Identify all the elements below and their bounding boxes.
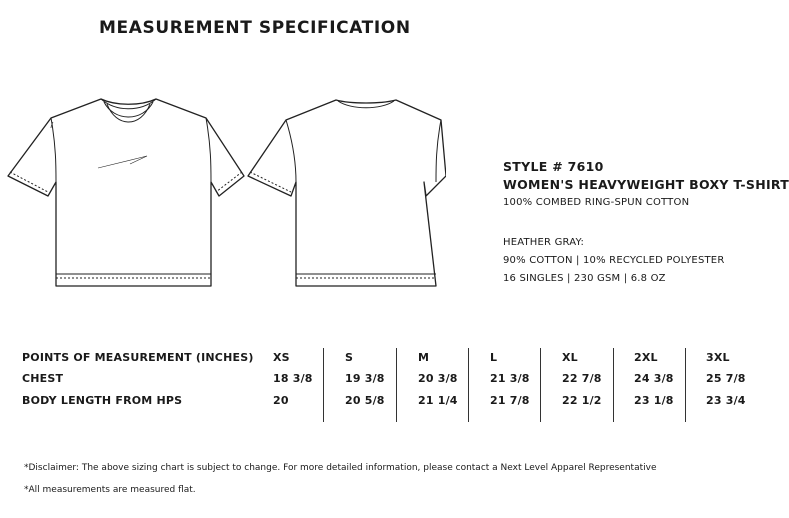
size-header-s: S	[345, 351, 354, 364]
tshirt-front-illustration	[6, 96, 246, 292]
size-header-2xl: 2XL	[634, 351, 658, 364]
column-divider	[468, 348, 469, 422]
chest-xs: 18 3/8	[273, 372, 313, 385]
column-divider	[540, 348, 541, 422]
length-2xl: 23 1/8	[634, 394, 674, 407]
fabric-content: 100% COMBED RING-SPUN COTTON	[503, 197, 690, 208]
length-xl: 22 1/2	[562, 394, 602, 407]
column-divider	[685, 348, 686, 422]
column-divider	[613, 348, 614, 422]
variant-blend: 90% COTTON | 10% RECYCLED POLYESTER	[503, 255, 725, 266]
page-title: MEASUREMENT SPECIFICATION	[99, 18, 411, 38]
length-xs: 20	[273, 394, 289, 407]
length-s: 20 5/8	[345, 394, 385, 407]
style-number: STYLE # 7610	[503, 159, 604, 174]
product-info	[503, 158, 789, 288]
chest-xl: 22 7/8	[562, 372, 602, 385]
row-label-chest: CHEST	[22, 372, 64, 385]
length-m: 21 1/4	[418, 394, 458, 407]
chest-s: 19 3/8	[345, 372, 385, 385]
column-divider	[323, 348, 324, 422]
fabric-specs: 16 SINGLES | 230 GSM | 6.8 OZ	[503, 273, 666, 284]
chest-m: 20 3/8	[418, 372, 458, 385]
size-header-3xl: 3XL	[706, 351, 730, 364]
column-divider	[396, 348, 397, 422]
size-header-xl: XL	[562, 351, 578, 364]
size-header-m: M	[418, 351, 430, 364]
disclaimer-note: *Disclaimer: The above sizing chart is subject to change. For more detailed information, please contact a Next Level Apparel Representative	[24, 463, 657, 473]
product-name: WOMEN'S HEAVYWEIGHT BOXY T-SHIRT	[503, 177, 789, 192]
chest-3xl: 25 7/8	[706, 372, 746, 385]
size-header-l: L	[490, 351, 498, 364]
variant-label: HEATHER GRAY:	[503, 237, 585, 248]
tshirt-back-illustration	[246, 96, 446, 292]
length-3xl: 23 3/4	[706, 394, 746, 407]
chest-2xl: 24 3/8	[634, 372, 674, 385]
size-header-xs: XS	[273, 351, 290, 364]
table-header-label: POINTS OF MEASUREMENT (INCHES)	[22, 351, 254, 364]
row-label-body-length: BODY LENGTH FROM HPS	[22, 394, 183, 407]
chest-l: 21 3/8	[490, 372, 530, 385]
flat-measurement-note: *All measurements are measured flat.	[24, 485, 196, 495]
length-l: 21 7/8	[490, 394, 530, 407]
